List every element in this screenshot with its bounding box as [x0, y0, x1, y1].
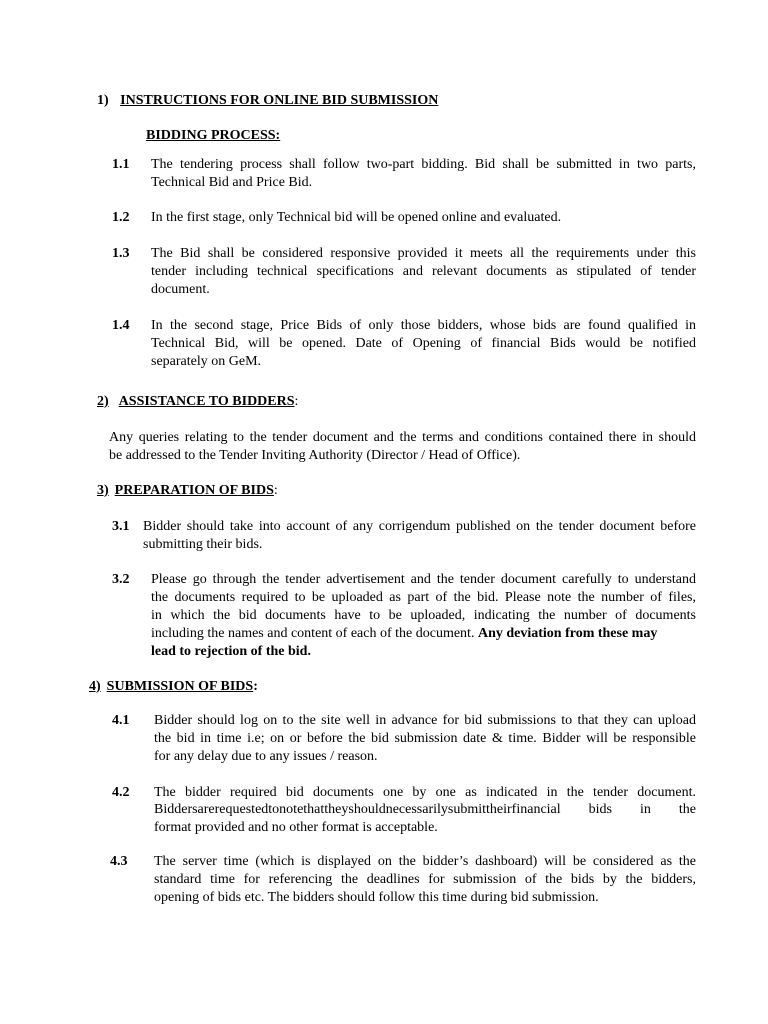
- section-2-colon: :: [294, 394, 299, 409]
- section-1-title: INSTRUCTIONS FOR ONLINE BID SUBMISSION: [120, 93, 439, 108]
- section-4-heading: [89, 678, 258, 696]
- item-text-line: for any delay due to any issues / reason.: [154, 749, 378, 764]
- section-3-title: PREPARATION OF BIDS: [114, 483, 274, 498]
- item-text-line: Bidder should log on to the site well in advance for bid submissions to that they can upload: [154, 713, 696, 728]
- item-text-line: separately on GeM.: [151, 354, 262, 369]
- bidding-process-subheading: BIDDING PROCESS:: [146, 128, 281, 143]
- section-2-number: 2): [97, 394, 109, 409]
- section-4-number: 4): [89, 679, 101, 694]
- item-text-bold-line: lead to rejection of the bid.: [151, 644, 311, 659]
- item-text-line: The tendering process shall follow two-part bidding. Bid shall be submitted in two parts,: [151, 157, 696, 172]
- section-4-title: SUBMISSION OF BIDS: [106, 679, 254, 694]
- item-text-line: the documents required to be uploaded as part of the bid. Please note the number of files,: [151, 590, 696, 605]
- item-text-line: tender including technical specifications and relevant documents as stipulated of tender: [151, 264, 696, 279]
- spaced-word: Biddersarerequestedtonotethattheyshouldnecessarilysubmittheirfinancial: [154, 802, 561, 817]
- section-1-number: 1): [97, 93, 109, 108]
- item-number: 3.1: [112, 519, 130, 534]
- item-text-line: Bidder should take into account of any corrigendum published on the tender document before: [143, 519, 696, 534]
- item-text-line: [151, 625, 657, 643]
- paragraph-line: Any queries relating to the tender document and the terms and conditions contained there in should: [109, 430, 696, 445]
- item-text-line: The Bid shall be considered responsive provided it meets all the requirements under this: [151, 246, 696, 261]
- item-text-line: In the second stage, Price Bids of only those bidders, whose bids are found qualified in: [151, 318, 696, 333]
- paragraph-line: be addressed to the Tender Inviting Authority (Director / Head of Office).: [109, 448, 521, 463]
- item-text-spaced-line: [154, 801, 696, 819]
- item-text-line: submitting their bids.: [143, 537, 263, 552]
- item-text-line: opening of bids etc. The bidders should follow this time during bid submission.: [154, 890, 599, 905]
- item-number: 4.1: [112, 713, 130, 728]
- spaced-word: in: [640, 802, 651, 817]
- item-number: 4.2: [112, 785, 130, 800]
- item-text-bold: Any deviation from these may: [477, 626, 658, 641]
- item-text-line: the bid in time i.e; on or before the bid submission date & time. Bidder will be responsible: [154, 731, 696, 746]
- item-number: 3.2: [112, 572, 130, 587]
- item-text-line: Technical Bid, will be opened. Date of Opening of financial Bids would be notified: [151, 336, 696, 351]
- item-number: 1.3: [112, 246, 130, 261]
- item-number: 1.1: [112, 157, 130, 172]
- item-text-line: In the first stage, only Technical bid will be opened online and evaluated.: [151, 210, 562, 225]
- item-number: 1.2: [112, 210, 130, 225]
- section-2-title: ASSISTANCE TO BIDDERS: [118, 394, 295, 409]
- item-text-line: The bidder required bid documents one by one as indicated in the tender document.: [154, 785, 696, 800]
- spaced-word: the: [678, 802, 696, 817]
- section-3-number: 3): [97, 483, 109, 498]
- section-2-heading: [97, 393, 298, 411]
- item-text-line: in which the bid documents have to be uploaded, indicating the number of documents: [151, 608, 696, 623]
- section-3-colon: :: [273, 483, 278, 498]
- section-4-colon: :: [253, 679, 258, 694]
- item-text-line: Technical Bid and Price Bid.: [151, 175, 313, 190]
- item-number: 1.4: [112, 318, 130, 333]
- section-3-heading: [97, 482, 278, 500]
- item-number: 4.3: [110, 854, 128, 869]
- section-1-heading: [97, 92, 438, 110]
- item-text-line: standard time for referencing the deadlines for submission of the bids by the bidders,: [154, 872, 696, 887]
- spaced-word: bids: [588, 802, 612, 817]
- item-text-normal: including the names and content of each of the document.: [151, 626, 475, 641]
- item-text-line: Please go through the tender advertisement and the tender document carefully to understand: [151, 572, 696, 587]
- item-text-line: document.: [151, 282, 210, 297]
- item-text-line: format provided and no other format is acceptable.: [154, 820, 438, 835]
- item-text-line: The server time (which is displayed on the bidder’s dashboard) will be considered as the: [154, 854, 696, 869]
